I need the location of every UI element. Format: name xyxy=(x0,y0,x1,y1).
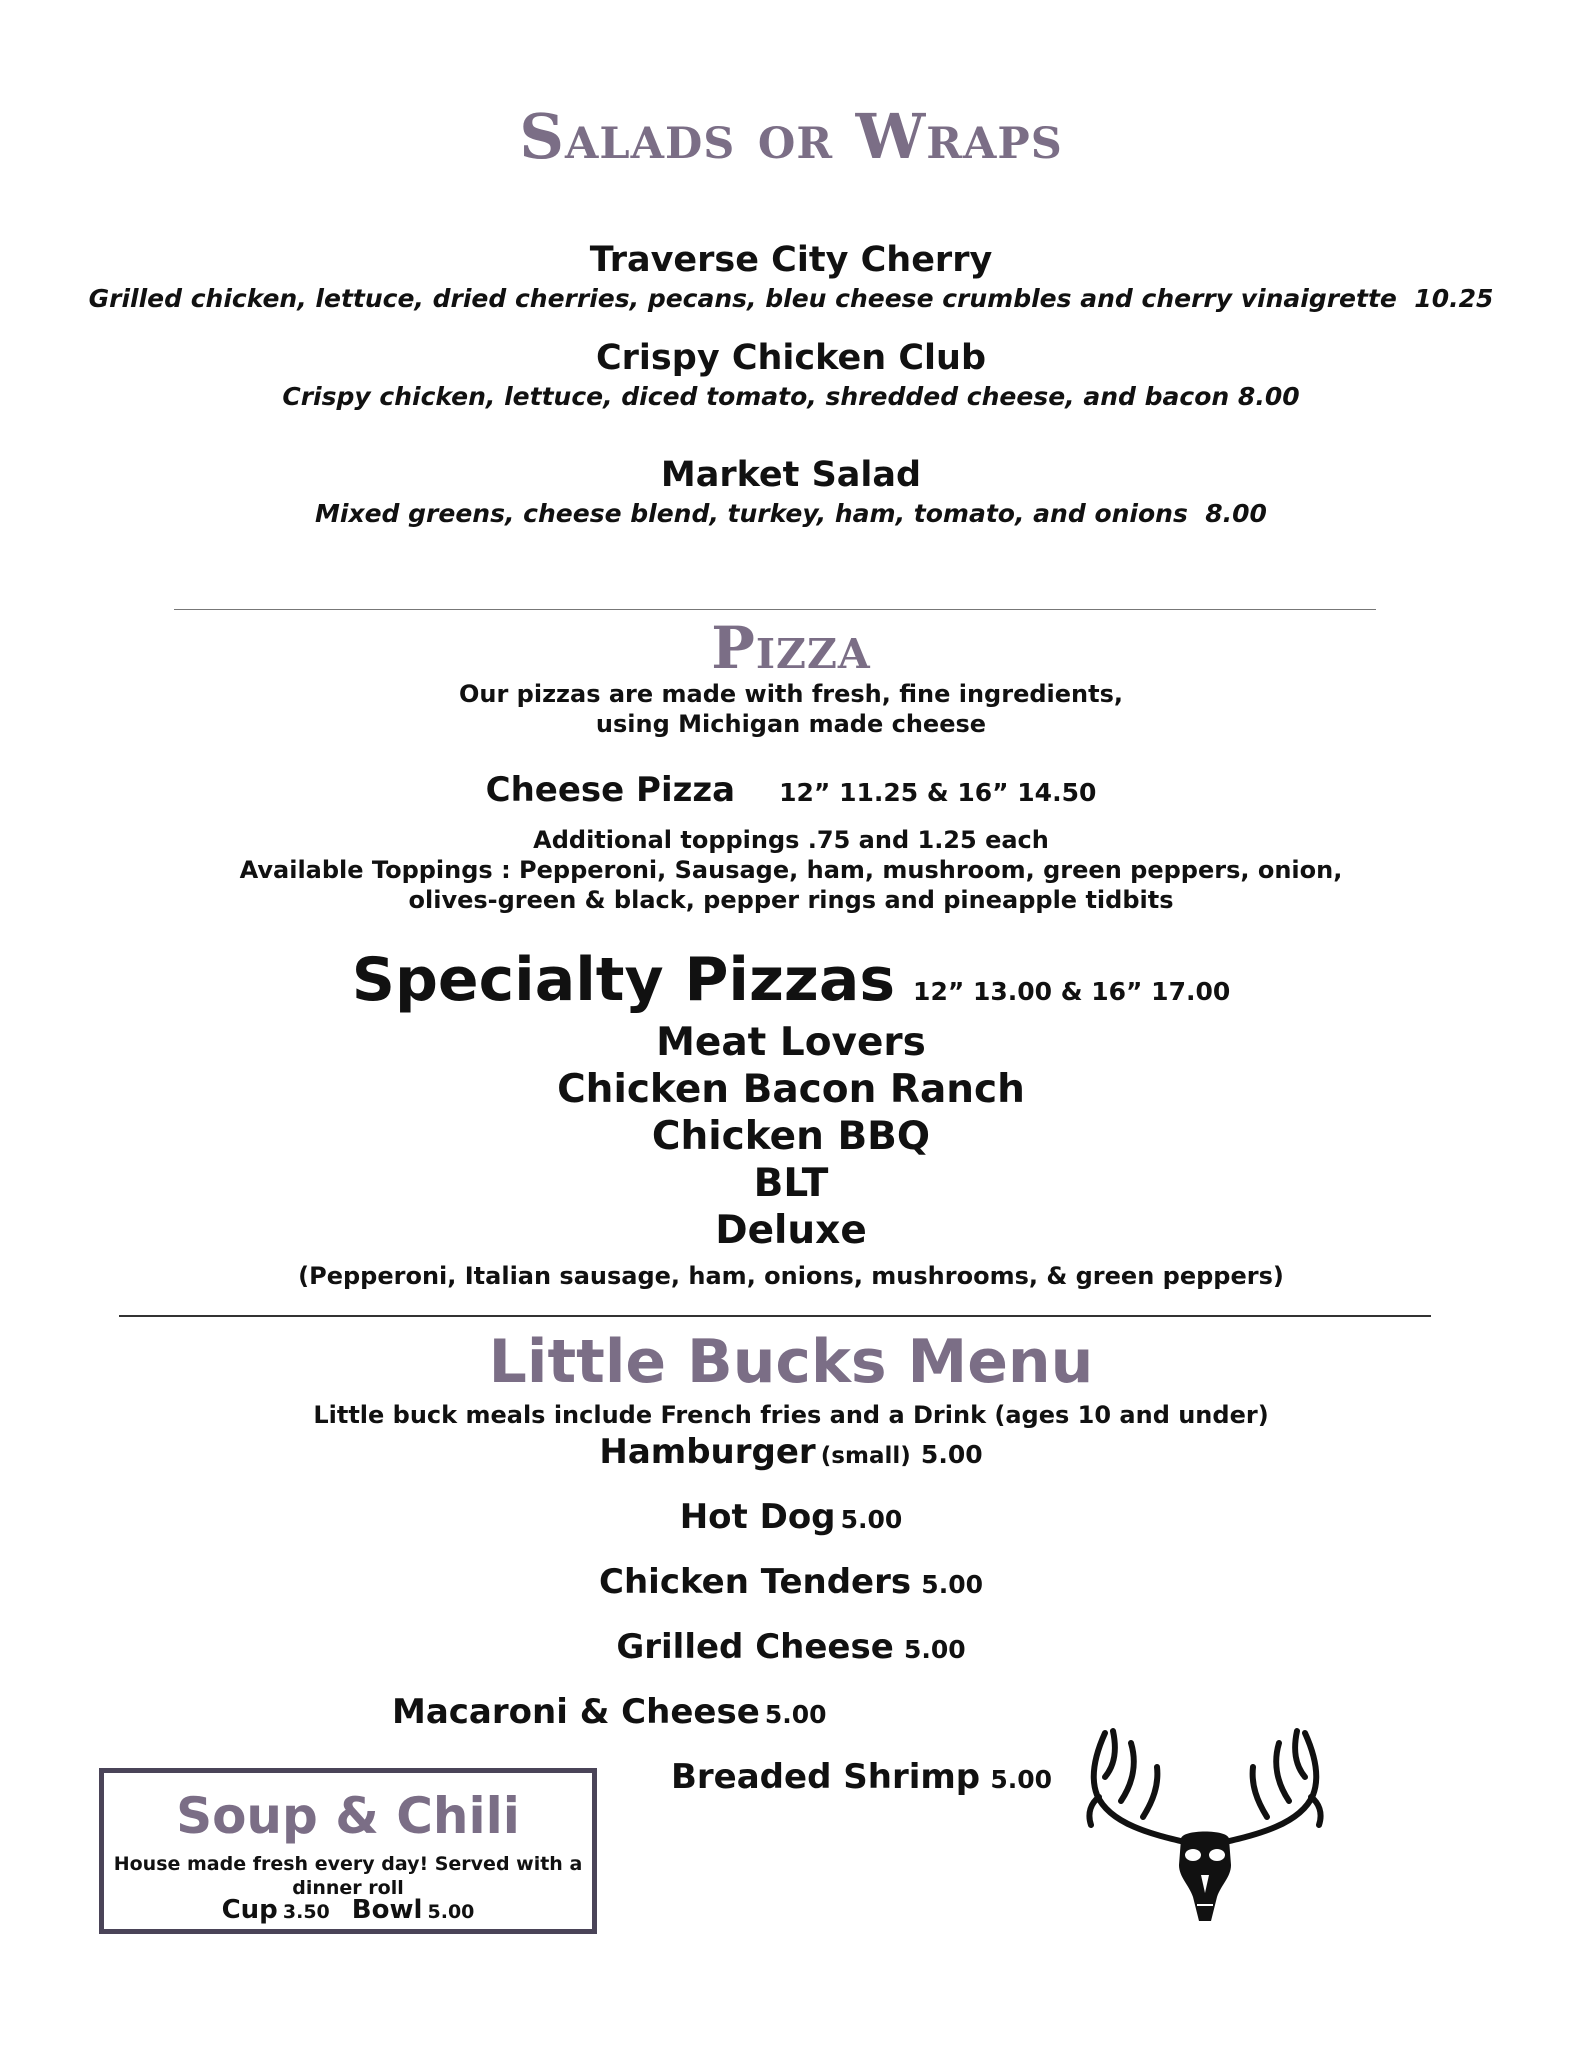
little-bucks-heading: Little Bucks Menu xyxy=(488,1327,1094,1397)
bowl-price: 5.00 xyxy=(427,1901,475,1923)
kids-item-price: 5.00 xyxy=(921,1570,983,1599)
little-bucks-intro: Little buck meals include French fries and a Drink (ages 10 and under) xyxy=(313,1401,1269,1429)
salad-item-price: 8.00 xyxy=(1237,382,1300,411)
kids-menu-item xyxy=(0,1432,1582,1472)
salad-item-title: Market Salad xyxy=(660,455,922,495)
toppings-list: olives-green & black, pepper rings and pineapple tidbits xyxy=(408,886,1174,914)
salad-item-desc-text: Mixed greens, cheese blend, turkey, ham, tomato, and onions xyxy=(315,499,1188,528)
salad-item-title: Crispy Chicken Club xyxy=(595,338,986,378)
kids-item-price: 5.00 xyxy=(764,1700,827,1729)
kids-item-note: (small) xyxy=(820,1443,911,1469)
salad-item-desc xyxy=(0,382,1582,411)
kids-item-price: 5.00 xyxy=(990,1765,1052,1794)
soup-chili-box xyxy=(99,1768,597,1934)
pizza-intro-line: Our pizzas are made with fresh, fine ingredients, xyxy=(458,680,1123,708)
kids-item-price: 5.00 xyxy=(840,1505,903,1534)
kids-item-name: Hot Dog xyxy=(679,1497,836,1537)
kids-item-price: 5.00 xyxy=(903,1635,966,1664)
kids-menu-item xyxy=(392,1692,827,1732)
soup-prices xyxy=(104,1895,592,1925)
kids-menu-item xyxy=(0,1627,1582,1667)
specialty-pizzas-price: 12” 13.00 & 16” 17.00 xyxy=(913,977,1231,1006)
salad-item-desc-text: Crispy chicken, lettuce, diced tomato, shredded cheese, and bacon xyxy=(282,382,1230,411)
specialty-pizza-item: BLT xyxy=(753,1161,829,1206)
kids-item-name: Macaroni & Cheese xyxy=(392,1692,760,1732)
kids-item-name: Grilled Cheese xyxy=(616,1627,894,1667)
cup-label: Cup xyxy=(221,1895,278,1925)
salads-heading: Salads or Wraps xyxy=(519,100,1063,173)
soup-description: House made fresh every day! Served with a xyxy=(113,1853,583,1875)
salad-item-price: 10.25 xyxy=(1414,284,1494,313)
kids-item-name: Chicken Tenders xyxy=(599,1562,912,1602)
salad-item-desc xyxy=(0,499,1582,528)
toppings-list: Available Toppings : Pepperoni, Sausage, ham, mushroom, green peppers, onion, xyxy=(239,856,1343,884)
bowl-label: Bowl xyxy=(351,1895,423,1925)
deluxe-description: (Pepperoni, Italian sausage, ham, onions, mushrooms, & green peppers) xyxy=(298,1262,1284,1290)
pizza-heading: Pizza xyxy=(711,614,871,682)
kids-menu-item xyxy=(0,1497,1582,1537)
specialty-pizzas-row xyxy=(0,945,1582,1015)
specialty-pizza-item: Chicken BBQ xyxy=(651,1114,931,1159)
salad-item-desc-text: Grilled chicken, lettuce, dried cherries, pecans, bleu cheese crumbles and cherry vinaigrette xyxy=(88,284,1397,313)
salad-item-price: 8.00 xyxy=(1205,499,1267,528)
deer-skull-antlers-icon xyxy=(1085,1725,1325,1930)
cheese-pizza-price: 12” 11.25 & 16” 14.50 xyxy=(779,778,1097,807)
kids-item-price: 5.00 xyxy=(920,1440,983,1469)
kids-menu-item xyxy=(0,1562,1582,1602)
specialty-pizza-item: Chicken Bacon Ranch xyxy=(557,1067,1025,1112)
cheese-pizza-row xyxy=(0,770,1582,810)
kids-menu-item xyxy=(671,1757,1052,1797)
specialty-pizza-item: Deluxe xyxy=(715,1208,867,1253)
pizza-intro-line: using Michigan made cheese xyxy=(595,710,987,738)
salad-item-title: Traverse City Cherry xyxy=(589,240,993,280)
toppings-price: Additional toppings .75 and 1.25 each xyxy=(533,826,1049,854)
specialty-pizzas-title: Specialty Pizzas xyxy=(351,945,896,1015)
soup-chili-heading: Soup & Chili xyxy=(176,1787,520,1845)
soup-description: dinner roll xyxy=(292,1877,404,1899)
section-divider xyxy=(174,609,1376,610)
cheese-pizza-name: Cheese Pizza xyxy=(485,770,736,810)
cup-price: 3.50 xyxy=(282,1901,330,1923)
kids-item-name: Hamburger xyxy=(599,1432,816,1472)
salad-item-desc xyxy=(0,284,1582,313)
kids-item-name: Breaded Shrimp xyxy=(671,1757,981,1797)
specialty-pizza-item: Meat Lovers xyxy=(656,1020,926,1065)
section-divider xyxy=(119,1315,1431,1317)
